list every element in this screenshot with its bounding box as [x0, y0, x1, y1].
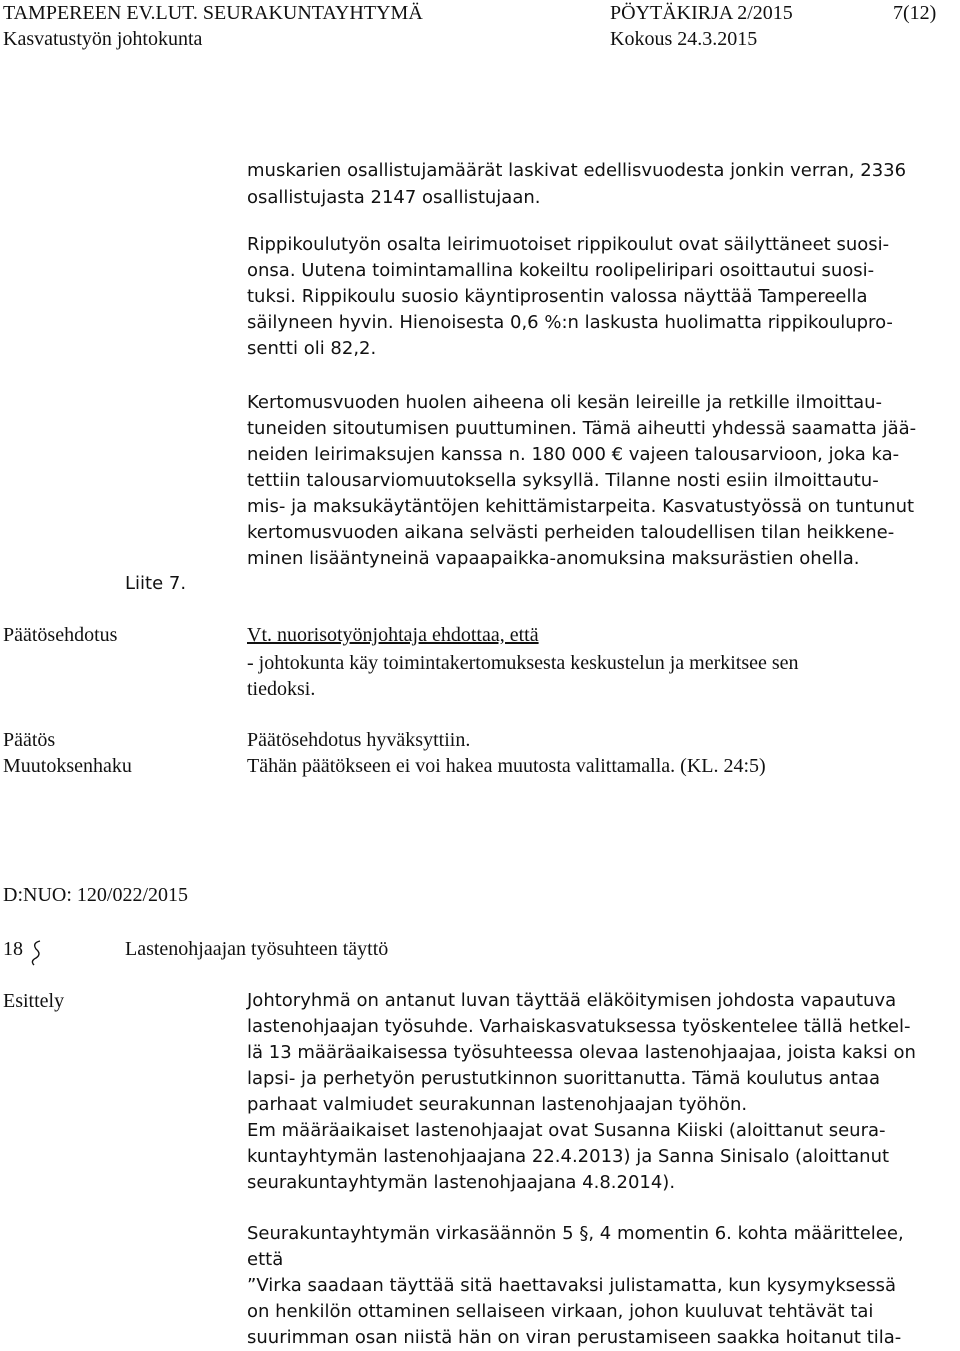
header-meeting-date: Kokous 24.3.2015 — [610, 28, 758, 50]
label-paatosehdotus: Päätösehdotus — [3, 624, 118, 646]
decision-text: Päätösehdotus hyväksyttiin. — [247, 729, 471, 751]
text-line: neiden leirimaksujen kanssa n. 180 000 € vajeen talousarvioon, joka ka- — [247, 444, 900, 465]
label-paatos: Päätös — [3, 729, 56, 751]
text-line: säilyneen hyvin. Hienoisesta 0,6 %:n laskusta huolimatta rippikoulupro- — [247, 312, 893, 333]
text-line: Rippikoulutyön osalta leirimuotoiset rippikoulut ovat säilyttäneet suosi- — [247, 234, 890, 255]
diary-number: D:NUO: 120/022/2015 — [3, 884, 188, 906]
section-title: Lastenohjaajan työsuhteen täyttö — [125, 938, 389, 960]
text-line: Kertomusvuoden huolen aiheena oli kesän leireille ja retkille ilmoittau- — [247, 392, 883, 413]
paragraph-rippikoulu — [247, 232, 893, 362]
header-org: TAMPEREEN EV.LUT. SEURAKUNTAYHTYMÄ — [3, 2, 423, 24]
text-line: että — [247, 1249, 284, 1270]
text-line: on henkilön ottaminen sellaiseen virkaan, johon kuuluvat tehtävät tai — [247, 1301, 874, 1322]
text-line: lastenohjaajan työsuhde. Varhaiskasvatuksessa työskentelee tällä hetkel- — [247, 1016, 911, 1037]
text-line: onsa. Uutena toimintamallina kokeiltu roolipeliripari osoittautui suosi- — [247, 260, 875, 281]
text-line: seurakuntayhtymän lastenohjaajana 4.8.2014). — [247, 1172, 676, 1193]
paragraph-virkasaanto — [247, 1221, 904, 1351]
paragraph-esittely — [247, 988, 916, 1196]
text-line: tuksi. Rippikoulu suosio käyntiprosentin valossa näyttää Tampereella — [247, 286, 868, 307]
text-line: kertomusvuoden aikana selvästi perheiden taloudellisen tilan heikkene- — [247, 522, 895, 543]
text-line: suurimman osan niistä hän on viran perustamiseen saakka hoitanut tila- — [247, 1327, 902, 1348]
label-esittely: Esittely — [3, 990, 65, 1012]
text-line: Seurakuntayhtymän virkasäännön 5 §, 4 momentin 6. kohta määrittelee, — [247, 1223, 904, 1244]
text-line: kuntayhtymän lastenohjaajana 22.4.2013) ja Sanna Sinisalo (aloittanut — [247, 1146, 890, 1167]
paragraph-muskarit — [247, 157, 906, 211]
text-line: ”Virka saadaan täyttää sitä haettavaksi julistamatta, kun kysymyksessä — [247, 1275, 897, 1296]
text-line: tiedoksi. — [247, 678, 316, 700]
proposal-heading: Vt. nuorisotyönjohtaja ehdottaa, että — [247, 624, 539, 646]
text-line: Johtoryhmä on antanut luvan täyttää eläköitymisen johdosta vapautuva — [247, 990, 897, 1011]
text-line: mis- ja maksukäytäntöjen kehittämistarpeita. Kasvatustyössä on tuntunut — [247, 496, 915, 517]
text-line: Em määräaikaiset lastenohjaajat ovat Susanna Kiiski (aloittanut seura- — [247, 1120, 886, 1141]
text-line: lapsi- ja perhetyön perustutkinnon suorittanutta. Tämä koulutus antaa — [247, 1068, 881, 1089]
section-sign-icon — [30, 940, 44, 966]
attachment-reference: Liite 7. — [125, 573, 187, 594]
text-line: parhaat valmiudet seurakunnan lastenohjaajan työhön. — [247, 1094, 748, 1115]
text-line: sentti oli 82,2. — [247, 338, 377, 359]
text-line: muskarien osallistujamäärät laskivat edellisvuodesta jonkin verran, 2336 — [247, 160, 907, 181]
text-line: tuneiden sitoutumisen puuttuminen. Tämä aiheutti yhdessä saamatta jää- — [247, 418, 917, 439]
paragraph-huolenaihe — [247, 390, 916, 572]
section-number: 18 — [3, 938, 23, 960]
text-line: - johtokunta käy toimintakertomuksesta keskustelun ja merkitsee sen — [247, 652, 799, 674]
label-muutoksenhaku: Muutoksenhaku — [3, 755, 132, 777]
text-line: osallistujasta 2147 osallistujaan. — [247, 187, 541, 208]
appeal-text: Tähän päätökseen ei voi hakea muutosta valittamalla. (KL. 24:5) — [247, 755, 766, 777]
proposal-text — [247, 650, 799, 702]
text-line: tettiin talousarviomuutoksella syksyllä. Tilanne nosti esiin ilmoittautu- — [247, 470, 879, 491]
header-page-number: 7(12) — [893, 2, 937, 24]
header-board: Kasvatustyön johtokunta — [3, 28, 203, 50]
header-doc-number: PÖYTÄKIRJA 2/2015 — [610, 2, 793, 24]
text-line: minen lisääntyneinä vapaapaikka-anomuksina maksurästien ohella. — [247, 548, 860, 569]
text-line: lä 13 määräaikaisessa työsuhteessa olevaa lastenohjaajaa, joista kaksi on — [247, 1042, 916, 1063]
